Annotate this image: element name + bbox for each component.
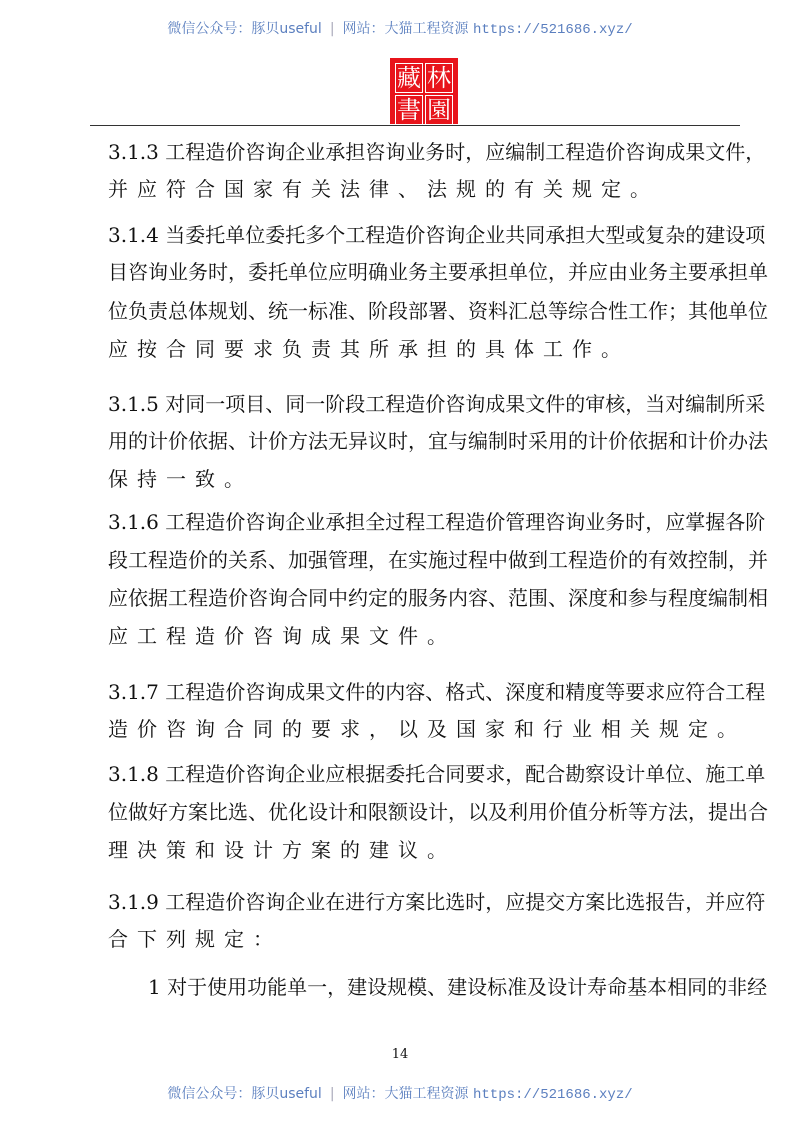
divider: | <box>329 1086 335 1102</box>
seal-char: 書 <box>397 96 421 124</box>
paragraph-line: 应按合同要求负责其所承担的具体工作。 <box>108 337 630 361</box>
paragraph-line: 3.1.6 工程造价咨询企业承担全过程工程造价管理咨询业务时，应掌握各阶 <box>108 510 766 534</box>
site-label: 网站：大猫工程资源 <box>342 1086 469 1102</box>
footer-banner <box>0 1083 800 1103</box>
seal-char: 園 <box>427 96 451 124</box>
paragraph-line: 合下列规定： <box>108 927 282 951</box>
paragraph-line: 保持一致。 <box>108 467 253 491</box>
header-rule <box>90 125 740 126</box>
paragraph-line: 位做好方案比选、优化设计和限额设计，以及利用价值分析等方法，提出合 <box>108 800 768 824</box>
paragraph-line: 用的计价依据、计价方法无异议时，宜与编制时采用的计价依据和计价办法 <box>108 429 768 453</box>
seal-stamp <box>390 58 458 124</box>
header-banner <box>0 18 800 38</box>
wechat-label: 微信公众号：豚贝useful <box>167 1086 322 1102</box>
paragraph-line: 1 对于使用功能单一，建设规模、建设标准及设计寿命基本相同的非经 <box>148 975 768 999</box>
paragraph-line: 3.1.5 对同一项目、同一阶段工程造价咨询成果文件的审核，当对编制所采 <box>108 392 766 416</box>
paragraph-line: 位负责总体规划、统一标准、阶段部署、资料汇总等综合性工作；其他单位 <box>108 299 768 323</box>
paragraph-line: 3.1.4 当委托单位委托多个工程造价咨询企业共同承担大型或复杂的建设项 <box>108 223 766 247</box>
site-url[interactable]: https://521686.xyz/ <box>473 1087 633 1103</box>
paragraph-line: 3.1.9 工程造价咨询企业在进行方案比选时，应提交方案比选报告，并应符 <box>108 890 766 914</box>
paragraph-line: 理决策和设计方案的建议。 <box>108 838 456 862</box>
wechat-label: 微信公众号：豚贝useful <box>167 21 322 37</box>
divider: | <box>329 21 335 37</box>
site-url[interactable]: https://521686.xyz/ <box>473 22 633 38</box>
paragraph-line: 并应符合国家有关法律、法规的有关规定。 <box>108 177 659 201</box>
paragraph-line: 3.1.3 工程造价咨询企业承担咨询业务时，应编制工程造价咨询成果文件， <box>108 140 766 164</box>
paragraph-line: 应工程造价咨询成果文件。 <box>108 624 456 648</box>
paragraph-line: 目咨询业务时，委托单位应明确业务主要承担单位，并应由业务主要承担单 <box>108 260 768 284</box>
paragraph-line: 段工程造价的关系、加强管理，在实施过程中做到工程造价的有效控制，并 <box>108 548 768 572</box>
site-label: 网站：大猫工程资源 <box>342 21 469 37</box>
page-number: 14 <box>391 1047 409 1062</box>
paragraph-line: 造价咨询合同的要求，以及国家和行业相关规定。 <box>108 717 746 741</box>
paragraph-line: 3.1.7 工程造价咨询成果文件的内容、格式、深度和精度等要求应符合工程 <box>108 680 766 704</box>
seal-char: 林 <box>427 64 451 92</box>
paragraph-line: 3.1.8 工程造价咨询企业应根据委托合同要求，配合勘察设计单位、施工单 <box>108 762 766 786</box>
seal-char: 藏 <box>397 64 421 92</box>
paragraph-line: 应依据工程造价咨询合同中约定的服务内容、范围、深度和参与程度编制相 <box>108 586 768 610</box>
